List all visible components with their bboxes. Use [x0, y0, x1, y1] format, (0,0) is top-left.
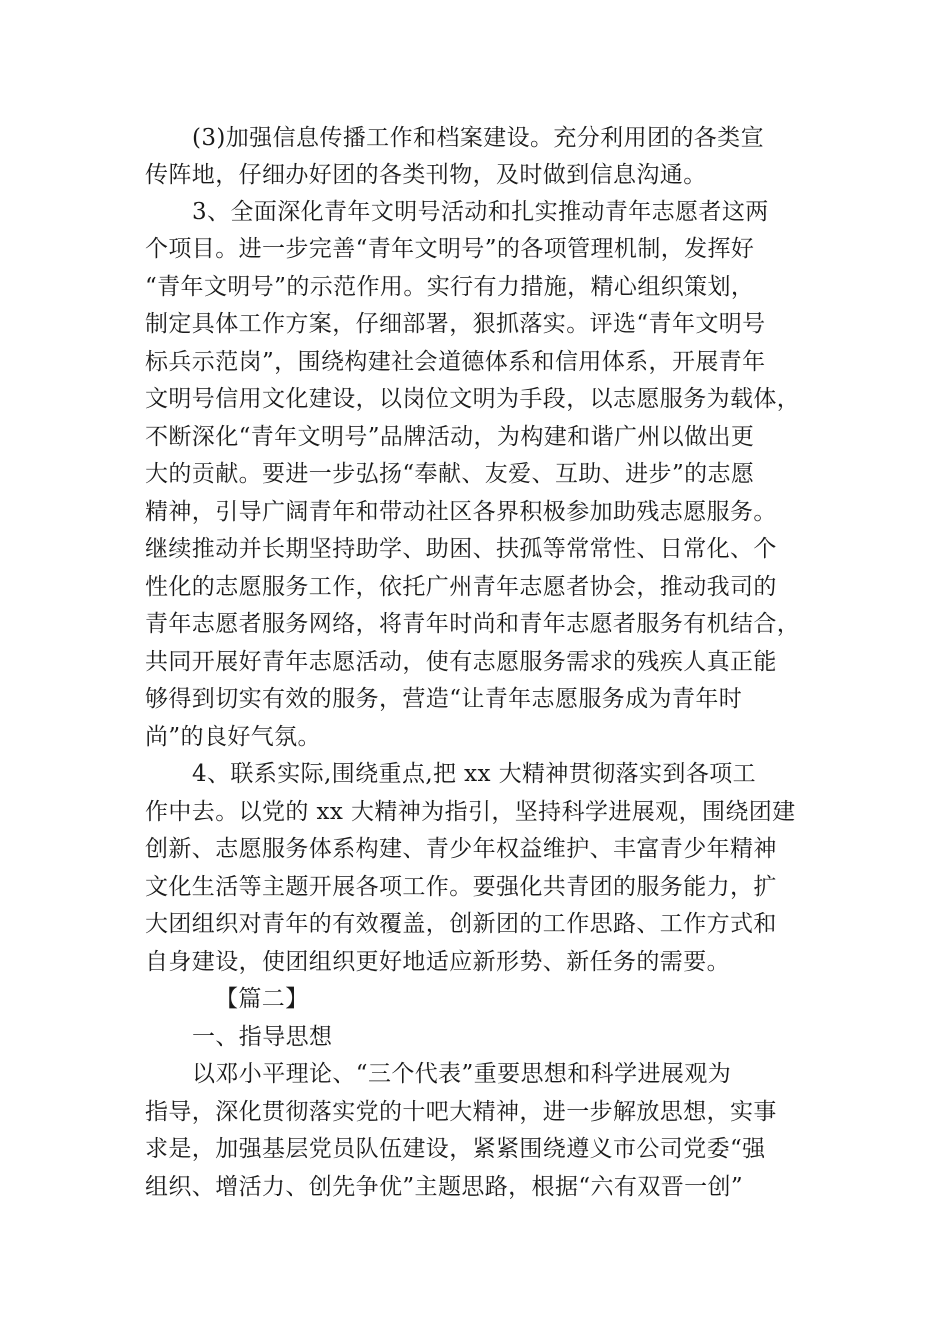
paragraph-line: 作中去。以党的 xx 大精神为指引，坚持科学进展观，围绕团建: [145, 799, 796, 825]
paragraph-line: 不断深化“青年文明号”品牌活动，为构建和谐广州以做出更: [145, 424, 755, 450]
paragraph-line: 够得到切实有效的服务，营造“让青年志愿服务成为青年时: [145, 686, 743, 712]
paragraph-line: 求是，加强基层党员队伍建设，紧紧围绕遵义市公司党委“强: [145, 1136, 766, 1162]
paragraph-line: 大团组织对青年的有效覆盖，创新团的工作思路、工作方式和: [145, 911, 777, 937]
paragraph-line: 个项目。进一步完善“青年文明号”的各项管理机制，发挥好: [145, 236, 755, 262]
paragraph-line: 共同开展好青年志愿活动，使有志愿服务需求的残疾人真正能: [145, 649, 777, 675]
paragraph-line: 3、全面深化青年文明号活动和扎实推动青年志愿者这两: [192, 199, 769, 225]
paragraph-line: 4、联系实际,围绕重点,把 xx 大精神贯彻落实到各项工: [192, 761, 757, 787]
paragraph-line: 制定具体工作方案，仔细部署，狠抓落实。评选“青年文明号: [145, 311, 766, 337]
paragraph-line: 青年志愿者服务网络，将青年时尚和青年志愿者服务有机结合，: [145, 611, 801, 637]
section-heading: 【篇二】: [215, 986, 309, 1012]
paragraph-line: 自身建设，使团组织更好地适应新形势、新任务的需要。: [145, 949, 730, 975]
paragraph-line: 文化生活等主题开展各项工作。要强化共青团的服务能力，扩: [145, 874, 777, 900]
paragraph-line: (3)加强信息传播工作和档案建设。充分利用团的各类宣: [192, 125, 764, 151]
paragraph-line: 传阵地，仔细办好团的各类刊物，及时做到信息沟通。: [145, 162, 707, 188]
paragraph-line: 性化的志愿服务工作，依托广州青年志愿者协会，推动我司的: [145, 574, 777, 600]
paragraph-line: 大的贡献。要进一步弘扬“奉献、友爱、互助、进步”的志愿: [145, 461, 755, 487]
subsection-heading: 一、指导思想: [192, 1024, 333, 1050]
paragraph-line: 组织、增活力、创先争优”主题思路，根据“六有双晋一创”: [145, 1174, 744, 1200]
paragraph-line: 标兵示范岗”，围绕构建社会道德体系和信用体系，开展青年: [145, 349, 766, 375]
paragraph-line: 以邓小平理论、“三个代表”重要思想和科学进展观为: [192, 1061, 732, 1087]
paragraph-line: 指导，深化贯彻落实党的十吧大精神，进一步解放思想，实事: [145, 1099, 777, 1125]
paragraph-line: “青年文明号”的示范作用。实行有力措施，精心组织策划，: [145, 274, 755, 300]
paragraph-line: 精神，引导广阔青年和带动社区各界积极参加助残志愿服务。: [145, 499, 777, 525]
paragraph-line: 创新、志愿服务体系构建、青少年权益维护、丰富青少年精神: [145, 836, 777, 862]
paragraph-line: 继续推动并长期坚持助学、助困、扶孤等常常性、日常化、个: [145, 536, 777, 562]
paragraph-line: 尚”的良好气氛。: [145, 724, 321, 750]
paragraph-line: 文明号信用文化建设，以岗位文明为手段，以志愿服务为载体，: [145, 386, 801, 412]
